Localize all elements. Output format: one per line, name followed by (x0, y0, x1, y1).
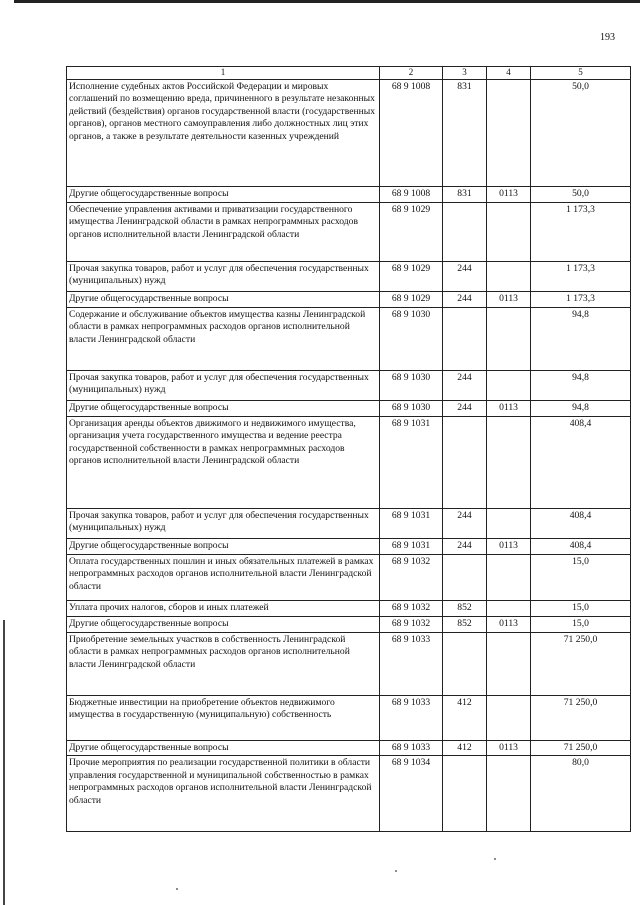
header-col-5: 5 (531, 67, 631, 80)
cell-name: Содержание и обслуживание объектов имущества казны Ленинградской области в рамках непрограммных расходов органов исполнительной власти Ленинградской области (67, 307, 380, 370)
scan-speck (176, 888, 178, 890)
cell-code: 68 9 1031 (380, 416, 443, 508)
table-row (67, 600, 631, 616)
cell-sum: 1 173,3 (531, 202, 631, 261)
table-row (67, 370, 631, 400)
cell-code: 68 9 1034 (380, 756, 443, 832)
cell-section: 0113 (487, 291, 531, 307)
cell-name: Приобретение земельных участков в собственность Ленинградской области в рамках непрограммных расходов органов исполнительной власти Ленинградской области (67, 632, 380, 695)
cell-section (487, 508, 531, 538)
table-row (67, 186, 631, 202)
cell-code: 68 9 1033 (380, 632, 443, 695)
cell-sum: 71 250,0 (531, 695, 631, 740)
cell-name: Обеспечение управления активами и приватизации государственного имущества Ленинградской области в рамках непрограммных расходов органов исполнительной власти Ленинградской области (67, 202, 380, 261)
cell-section (487, 600, 531, 616)
table-row (67, 538, 631, 554)
cell-section: 0113 (487, 186, 531, 202)
cell-sum: 71 250,0 (531, 632, 631, 695)
cell-code: 68 9 1029 (380, 202, 443, 261)
cell-expense-type: 852 (443, 600, 487, 616)
budget-table (66, 66, 631, 832)
cell-section (487, 554, 531, 600)
table-row (67, 202, 631, 261)
cell-expense-type: 412 (443, 740, 487, 755)
cell-sum: 80,0 (531, 756, 631, 832)
cell-sum: 1 173,3 (531, 261, 631, 291)
cell-name: Другие общегосударственные вопросы (67, 291, 380, 307)
header-col-4: 4 (487, 67, 531, 80)
cell-section (487, 79, 531, 186)
cell-expense-type (443, 756, 487, 832)
table-row (67, 616, 631, 632)
cell-name: Уплата прочих налогов, сборов и иных платежей (67, 600, 380, 616)
cell-sum: 50,0 (531, 186, 631, 202)
scan-edge-mark (3, 620, 5, 905)
cell-section (487, 261, 531, 291)
header-col-1: 1 (67, 67, 380, 80)
cell-sum: 50,0 (531, 79, 631, 186)
cell-name: Другие общегосударственные вопросы (67, 538, 380, 554)
cell-sum: 94,8 (531, 370, 631, 400)
table-row (67, 740, 631, 755)
cell-name: Другие общегосударственные вопросы (67, 400, 380, 416)
table-row (67, 79, 631, 186)
cell-name: Исполнение судебных актов Российской Федерации и мировых соглашений по возмещению вреда, причиненного в результате незаконных действий (бездействия) органов государственной власти (государственных органов), органов местного самоуправления либо должностных лиц этих органов, а также в результате деятельности казенных учреждений (67, 79, 380, 186)
cell-code: 68 9 1029 (380, 261, 443, 291)
cell-expense-type: 244 (443, 261, 487, 291)
cell-expense-type: 831 (443, 79, 487, 186)
cell-sum: 1 173,3 (531, 291, 631, 307)
table-header-row (67, 67, 631, 80)
cell-code: 68 9 1008 (380, 186, 443, 202)
cell-expense-type: 244 (443, 508, 487, 538)
cell-sum: 15,0 (531, 554, 631, 600)
cell-section (487, 632, 531, 695)
cell-code: 68 9 1033 (380, 695, 443, 740)
cell-expense-type (443, 202, 487, 261)
header-col-3: 3 (443, 67, 487, 80)
cell-sum: 408,4 (531, 538, 631, 554)
table-row (67, 632, 631, 695)
table-row (67, 756, 631, 832)
cell-section (487, 370, 531, 400)
cell-section (487, 416, 531, 508)
cell-name: Организация аренды объектов движимого и недвижимого имущества, организация учета государственного имущества и ведение реестра государственной собственности в рамках непрограммных расходов органов исполнительной власти Ленинградской области (67, 416, 380, 508)
cell-code: 68 9 1030 (380, 370, 443, 400)
header-col-2: 2 (380, 67, 443, 80)
cell-code: 68 9 1031 (380, 538, 443, 554)
cell-name: Прочие мероприятия по реализации государственной политики в области управления государственной и муниципальной собственностью в рамках непрограммных расходов органов исполнительной власти Ленинградской области (67, 756, 380, 832)
table-row (67, 554, 631, 600)
table-row (67, 261, 631, 291)
table-row (67, 416, 631, 508)
cell-expense-type (443, 632, 487, 695)
cell-expense-type (443, 416, 487, 508)
cell-name: Прочая закупка товаров, работ и услуг для обеспечения государственных (муниципальных) нужд (67, 508, 380, 538)
cell-sum: 15,0 (531, 616, 631, 632)
cell-name: Прочая закупка товаров, работ и услуг для обеспечения государственных (муниципальных) нужд (67, 261, 380, 291)
cell-section (487, 756, 531, 832)
cell-name: Прочая закупка товаров, работ и услуг для обеспечения государственных (муниципальных) нужд (67, 370, 380, 400)
cell-section (487, 202, 531, 261)
cell-section: 0113 (487, 616, 531, 632)
cell-sum: 408,4 (531, 416, 631, 508)
cell-name: Другие общегосударственные вопросы (67, 740, 380, 755)
cell-expense-type (443, 307, 487, 370)
cell-code: 68 9 1030 (380, 400, 443, 416)
cell-section: 0113 (487, 740, 531, 755)
scan-speck (494, 858, 496, 860)
cell-code: 68 9 1032 (380, 616, 443, 632)
cell-name: Бюджетные инвестиции на приобретение объектов недвижимого имущества в государственную (муниципальную) собственность (67, 695, 380, 740)
cell-sum: 94,8 (531, 400, 631, 416)
top-border-line (14, 0, 640, 3)
cell-expense-type: 244 (443, 538, 487, 554)
cell-sum: 71 250,0 (531, 740, 631, 755)
cell-expense-type: 244 (443, 291, 487, 307)
cell-name: Другие общегосударственные вопросы (67, 616, 380, 632)
table-body (67, 79, 631, 831)
cell-expense-type: 244 (443, 400, 487, 416)
cell-code: 68 9 1032 (380, 600, 443, 616)
table-row (67, 695, 631, 740)
cell-name: Оплата государственных пошлин и иных обязательных платежей в рамках непрограммных расходов органов исполнительной власти Ленинградской области (67, 554, 380, 600)
cell-code: 68 9 1008 (380, 79, 443, 186)
cell-sum: 408,4 (531, 508, 631, 538)
cell-code: 68 9 1030 (380, 307, 443, 370)
cell-expense-type: 852 (443, 616, 487, 632)
page-number: 193 (600, 32, 615, 43)
cell-section (487, 695, 531, 740)
cell-expense-type: 244 (443, 370, 487, 400)
table-row (67, 508, 631, 538)
cell-section (487, 307, 531, 370)
cell-sum: 94,8 (531, 307, 631, 370)
cell-section: 0113 (487, 538, 531, 554)
table-row (67, 307, 631, 370)
cell-expense-type (443, 554, 487, 600)
cell-section: 0113 (487, 400, 531, 416)
cell-code: 68 9 1033 (380, 740, 443, 755)
cell-expense-type: 412 (443, 695, 487, 740)
table-row (67, 291, 631, 307)
cell-expense-type: 831 (443, 186, 487, 202)
cell-name: Другие общегосударственные вопросы (67, 186, 380, 202)
scan-speck (395, 870, 397, 872)
cell-sum: 15,0 (531, 600, 631, 616)
cell-code: 68 9 1031 (380, 508, 443, 538)
table-row (67, 400, 631, 416)
cell-code: 68 9 1032 (380, 554, 443, 600)
cell-code: 68 9 1029 (380, 291, 443, 307)
